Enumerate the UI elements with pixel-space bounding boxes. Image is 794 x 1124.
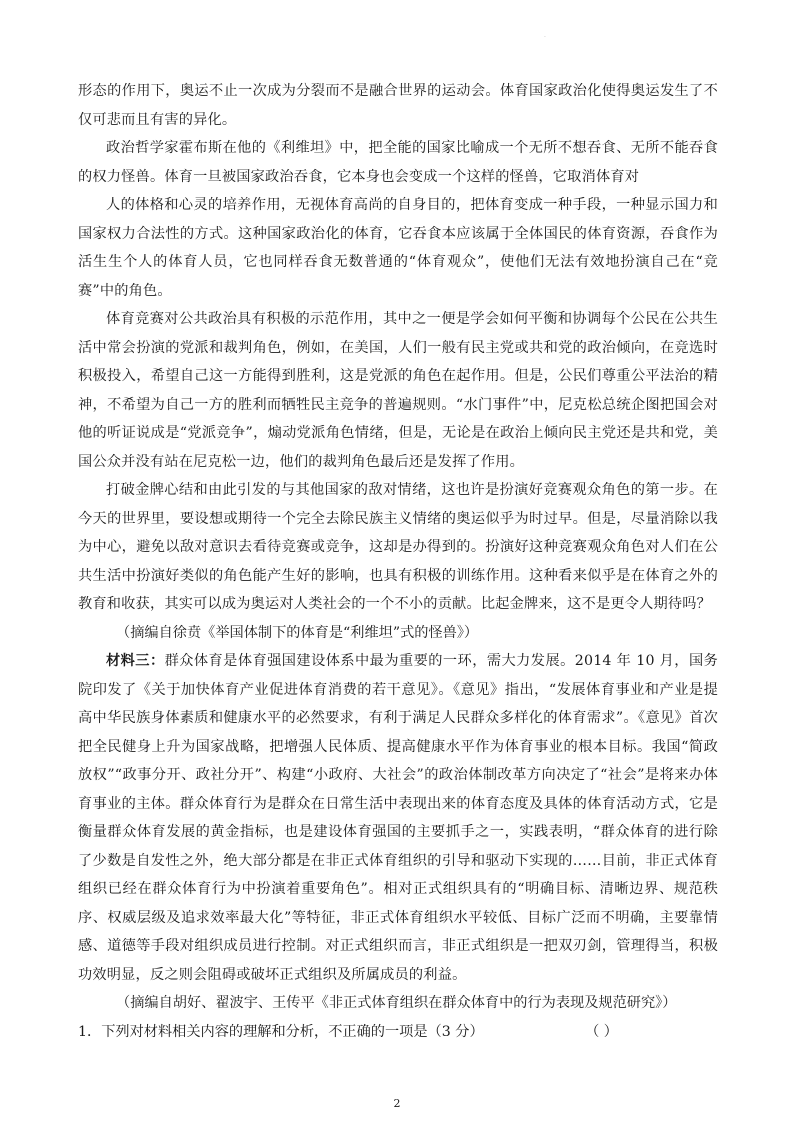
article-body bbox=[78, 77, 718, 1046]
paragraph-gold-medal: 打破金牌心结和由此引发的与其他国家的敌对情绪，这也许是扮演好竞赛观众角色的第一步。在今天的世界里，要设想或期待一个完全去除民族主义情绪的奥运似乎为时过早。但是，尽量消除以我为中心，避免以敌对意识去看待竞赛或竞争，这却是办得到的。扮演好这种竞赛观众角色对人们在公共生活中扮演好类似的角色能产生好的影响，也具有积极的训练作用。这种看来似乎是在体育之外的教育和收获，其实可以成为奥运对人类社会的一个不小的贡献。比起金牌来，这不是更令人期待吗？ bbox=[78, 482, 718, 612]
material-three-label: 材料三： bbox=[106, 653, 165, 669]
material-three-paragraph bbox=[78, 647, 718, 989]
source-citation-2: （摘编自胡好、翟波宇、王传平《非正式体育组织在群众体育中的行为表现及规范研究》） bbox=[116, 995, 677, 1011]
page-number: 2 bbox=[393, 1097, 401, 1110]
paragraph-public-politics: 体育竞赛对公共政治具有积极的示范作用，其中之一便是学会如何平衡和协调每个公民在公共生活中常会扮演的党派和裁判角色，例如，在美国，人们一般有民主党或共和党的政治倾向，在竞选时积极投入，希望自己这一方能得到胜利，这是党派的角色在起作用。但是，公民们尊重公平法治的精神，不希望为自己一方的胜利而牺牲民主竞争的普遍规则。“水门事件”中，尼克松总统企图把国会对他的听证说成是“党派竞争”，煽动党派角色情绪，但是，无论是在政治上倾向民主党还是共和党，美国公众并没有站在尼克松一边，他们的裁判角色最后还是发挥了作用。 bbox=[78, 311, 718, 470]
answer-bracket: （ ） bbox=[585, 1023, 618, 1040]
paragraph-hobbes: 政治哲学家霍布斯在他的《利维坦》中，把全能的国家比喻成一个无所不想吞食、无所不能吞食的权力怪兽。体育一旦被国家政治吞食，它本身也会变成一个这样的怪兽，它取消体育对 bbox=[78, 140, 718, 185]
source-citation-1: （摘编自徐贲《举国体制下的体育是“利维坦”式的怪兽》） bbox=[116, 624, 479, 641]
paragraph-continued: 形态的作用下，奥运不止一次成为分裂而不是融合世界的运动会。体育国家政治化使得奥运发生了不仅可悲而且有害的异化。 bbox=[78, 83, 718, 128]
question-1 bbox=[78, 1018, 718, 1047]
material-three-text: 群众体育是体育强国建设体系中最为重要的一环，需大力发展。2014 年 10 月，国务院印发了《关于加快体育产业促进体育消费的若干意见》。《意见》指出，“发展体育事业和产业是提高中华民族身体素质和健康水平的必然要求，有利于满足人民群众多样化的体育需求”。《意见》首次把全民健身上升为国家战略，把增强人民体质、提高健康水平作为体育事业的根本目标。我国“简政放权”“政事分开、政社分开”、构建“小政府、大社会”的政治体制改革方向决定了“社会”是将来办体育事业的主体。群众体育行为是群众在日常生活中表现出来的体育态度及具体的体育活动方式，它是衡量群众体育发展的黄金指标，也是建设体育强国的主要抓手之一，实践表明，“群众体育的进行除了少数是自发性之外，绝大部分都是在非正式体育组织的引导和驱动下实现的……目前，非正式体育组织已经在群众体育行为中扮演着重要角色”。相对正式组织具有的“明确目标、清晰边界、规范秩序、权威层级及追求效率最大化”等特征，非正式体育组织水平较低、目标广泛而不明确，主要靠情感、道德等手段对组织成员进行控制。对正式组织而言，非正式组织是一把双刃剑，管理得当，积极功效明显，反之则会阻碍或破坏正式组织及所属成员的利益。 bbox=[78, 653, 718, 983]
corner-mark: · bbox=[544, 34, 546, 41]
question-1-text: 1．下列对材料相关内容的理解和分析，不正确的一项是（3 分） bbox=[78, 1023, 484, 1040]
paragraph-state-sport: 人的体格和心灵的培养作用，无视体育高尚的自身目的，把体育变成一种手段，一种显示国力和国家权力合法性的方式。这种国家政治化的体育，它吞食本应该属于全体国民的体育资源，吞食作为活生生个人的体育人员，它也同样吞食无数普通的“体育观众”，使他们无法有效地扮演自己在“竞赛”中的角色。 bbox=[78, 197, 718, 299]
